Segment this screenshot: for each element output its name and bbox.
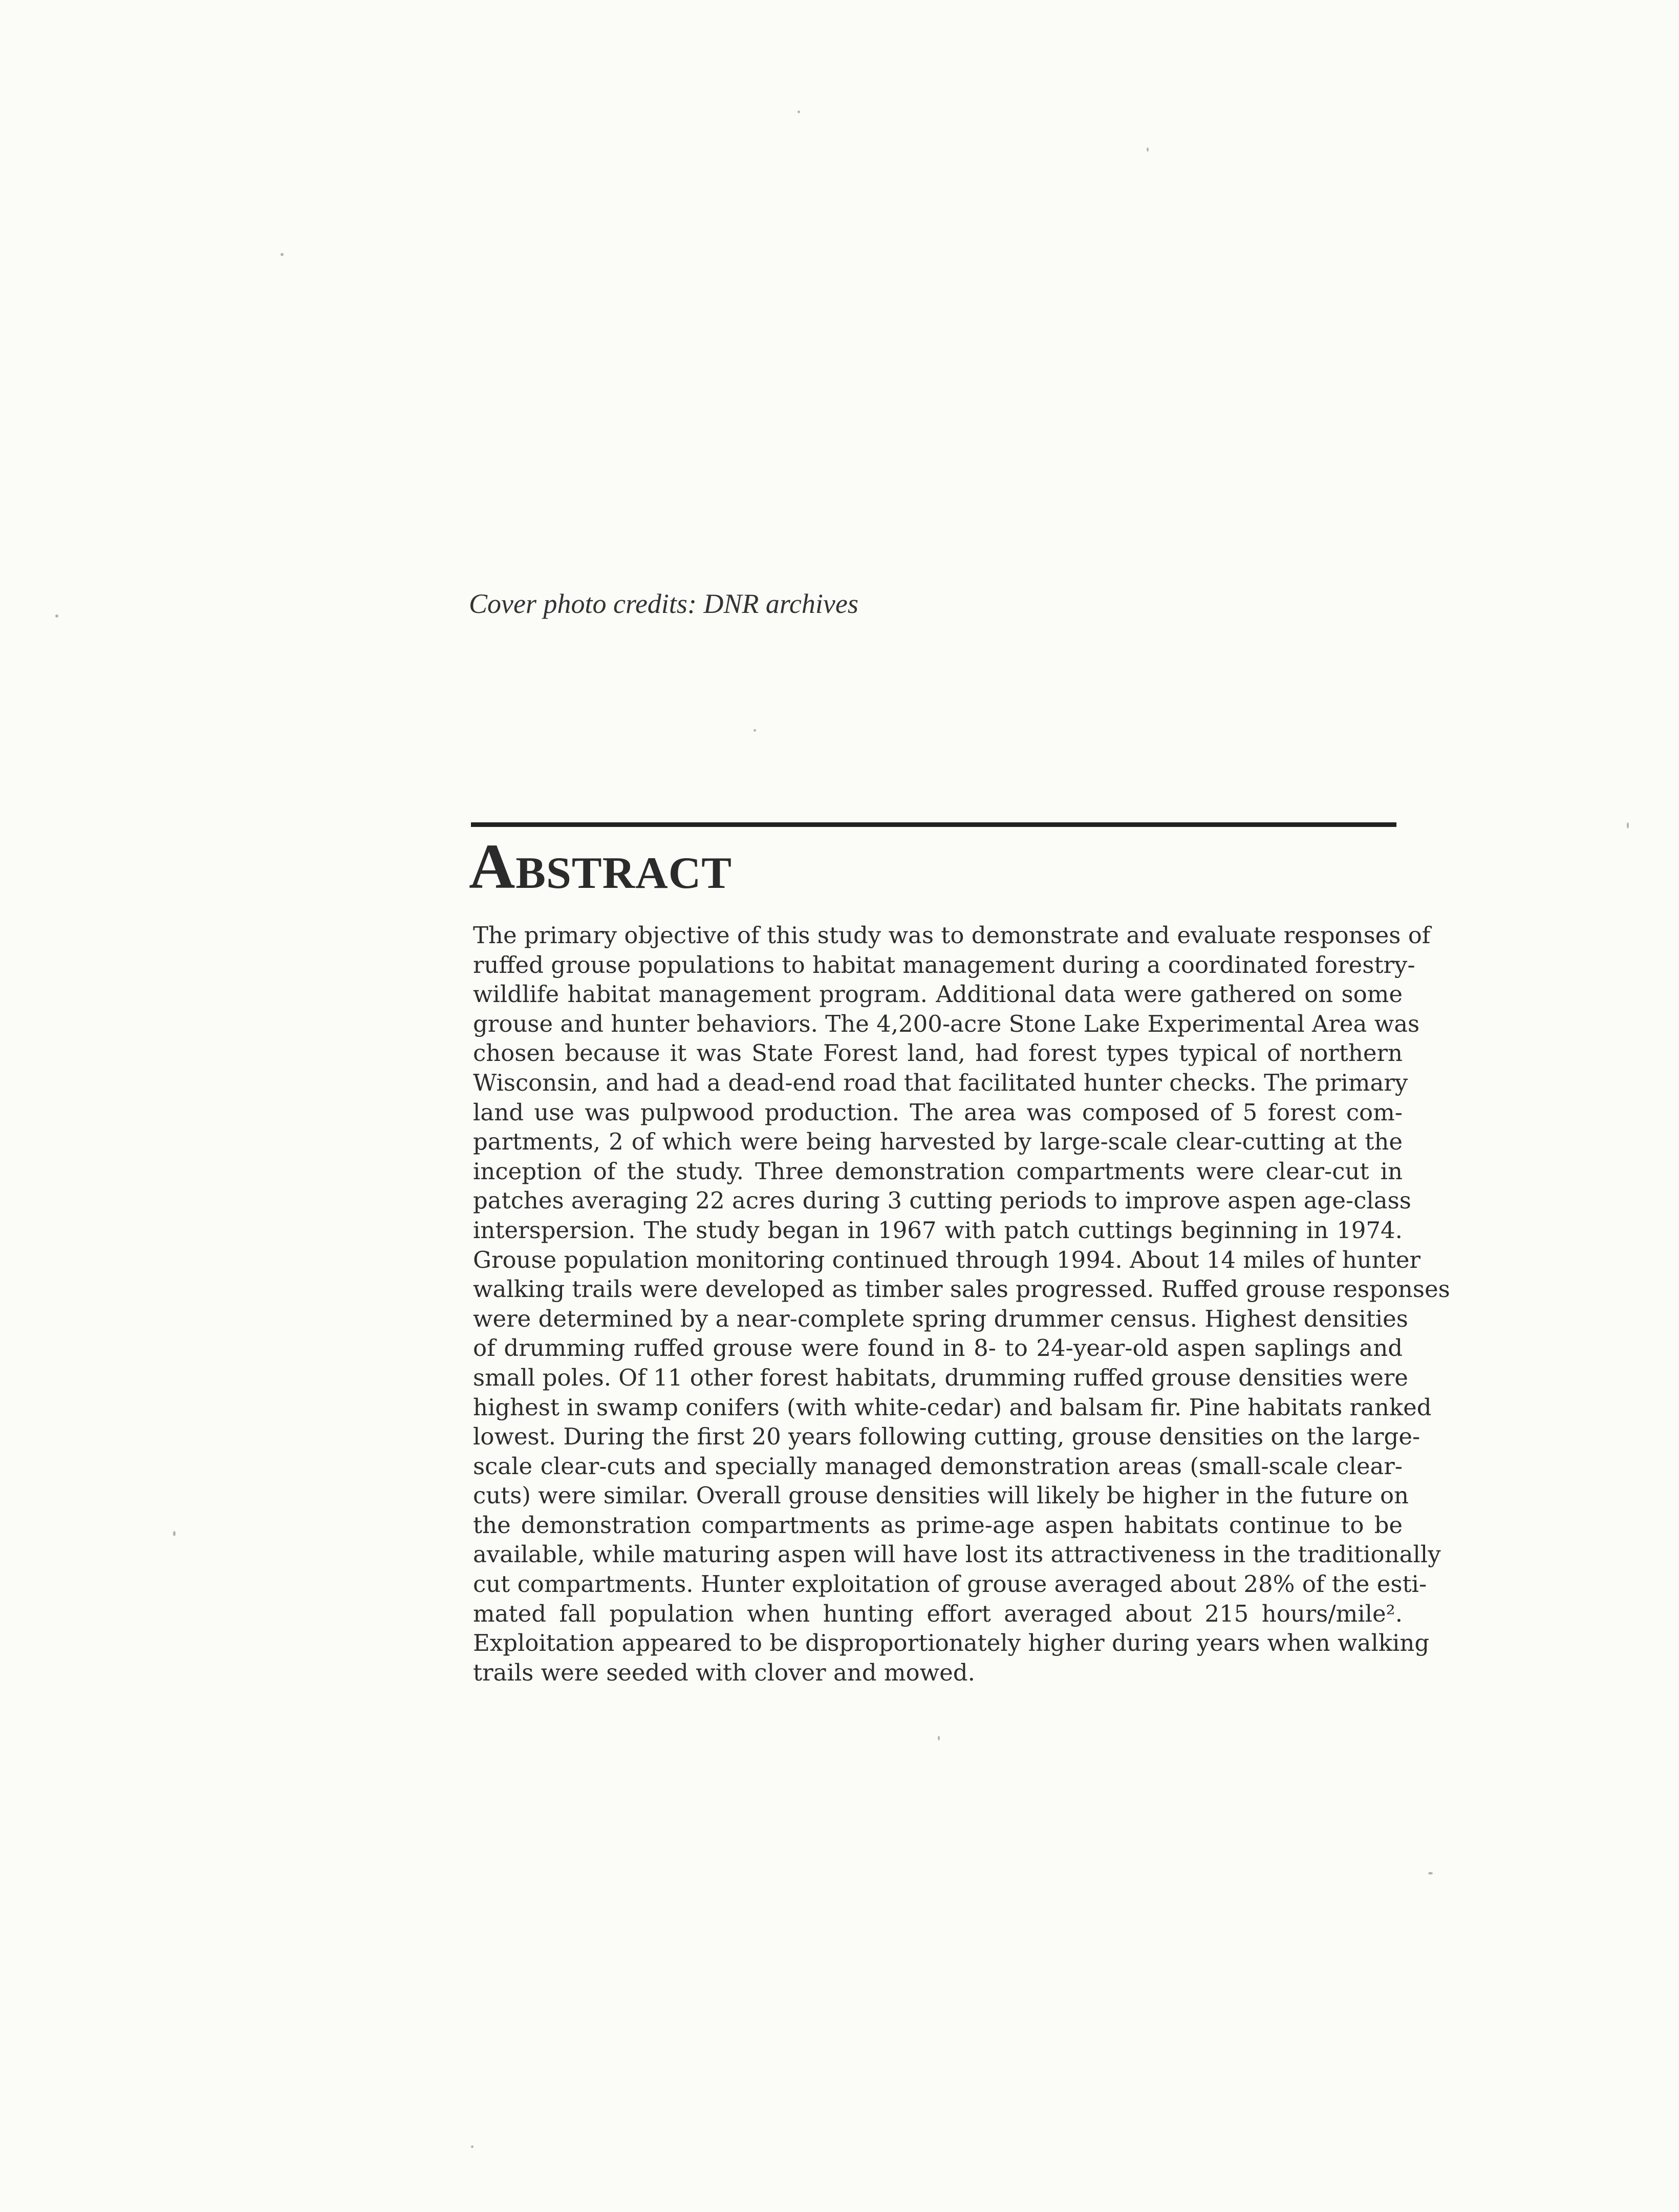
paper-speck [281, 253, 284, 256]
abstract-line: chosen because it was State Forest land, had forest types typical of northern [473, 1039, 1403, 1067]
paper-speck [471, 2145, 473, 2148]
abstract-line: were determined by a near-complete spring drummer census. Highest densities [473, 1305, 1408, 1332]
abstract-line: land use was pulpwood production. The area was composed of 5 forest com- [473, 1098, 1403, 1126]
abstract-line: available, while maturing aspen will have lost its attractiveness in the traditionally [473, 1541, 1441, 1568]
abstract-line: The primary objective of this study was to demonstrate and evaluate responses of [473, 922, 1431, 949]
heading-rule [471, 822, 1396, 827]
cover-photo-credits: Cover photo credits: DNR archives [469, 588, 858, 619]
paper-speck [55, 614, 58, 618]
abstract-line: cuts) were similar. Overall grouse densities will likely be higher in the future on [473, 1482, 1409, 1509]
paper-speck [173, 1531, 176, 1536]
abstract-line: wildlife habitat management program. Additional data were gathered on some [473, 981, 1403, 1008]
paper-speck [798, 111, 800, 113]
abstract-line: the demonstration compartments as prime-age aspen habitats continue to be [473, 1511, 1403, 1539]
abstract-line: Exploitation appeared to be disproportionately higher during years when walking [473, 1629, 1430, 1657]
abstract-line: partments, 2 of which were being harvested by large-scale clear-cutting at the [473, 1128, 1403, 1156]
abstract-line: scale clear-cuts and specially managed demonstration areas (small-scale clear- [473, 1452, 1403, 1480]
abstract-line: trails were seeded with clover and mowed. [473, 1658, 975, 1686]
paper-speck [754, 729, 756, 732]
abstract-heading: Abstract [469, 832, 732, 902]
abstract-body [473, 921, 1450, 1687]
abstract-line: small poles. Of 11 other forest habitats, drumming ruffed grouse densities were [473, 1364, 1408, 1391]
abstract-line: grouse and hunter behaviors. The 4,200-acre Stone Lake Experimental Area was [473, 1010, 1420, 1037]
paper-speck [1428, 1872, 1433, 1875]
paper-speck [1627, 822, 1629, 828]
abstract-line: cut compartments. Hunter exploitation of grouse averaged about 28% of the esti- [473, 1570, 1427, 1598]
abstract-line: ruffed grouse populations to habitat management during a coordinated forestry- [473, 951, 1415, 979]
paper-speck [938, 1736, 940, 1740]
abstract-line: patches averaging 22 acres during 3 cutting periods to improve aspen age-class [473, 1187, 1411, 1215]
paper-speck [1147, 147, 1149, 152]
abstract-line: interspersion. The study began in 1967 with patch cuttings beginning in 1974. [473, 1216, 1403, 1244]
abstract-line: walking trails were developed as timber sales progressed. Ruffed grouse responses [473, 1275, 1450, 1303]
abstract-line: mated fall population when hunting effort averaged about 215 hours/mile². [473, 1600, 1403, 1627]
abstract-line: Grouse population monitoring continued through 1994. About 14 miles of hunter [473, 1246, 1420, 1273]
abstract-line: Wisconsin, and had a dead-end road that facilitated hunter checks. The primary [473, 1069, 1408, 1096]
abstract-line: of drumming ruffed grouse were found in 8- to 24-year-old aspen saplings and [473, 1334, 1403, 1362]
abstract-line: inception of the study. Three demonstration compartments were clear-cut in [473, 1157, 1403, 1185]
abstract-line: highest in swamp conifers (with white-cedar) and balsam fir. Pine habitats ranked [473, 1393, 1432, 1421]
abstract-line: lowest. During the first 20 years following cutting, grouse densities on the large- [473, 1423, 1420, 1451]
